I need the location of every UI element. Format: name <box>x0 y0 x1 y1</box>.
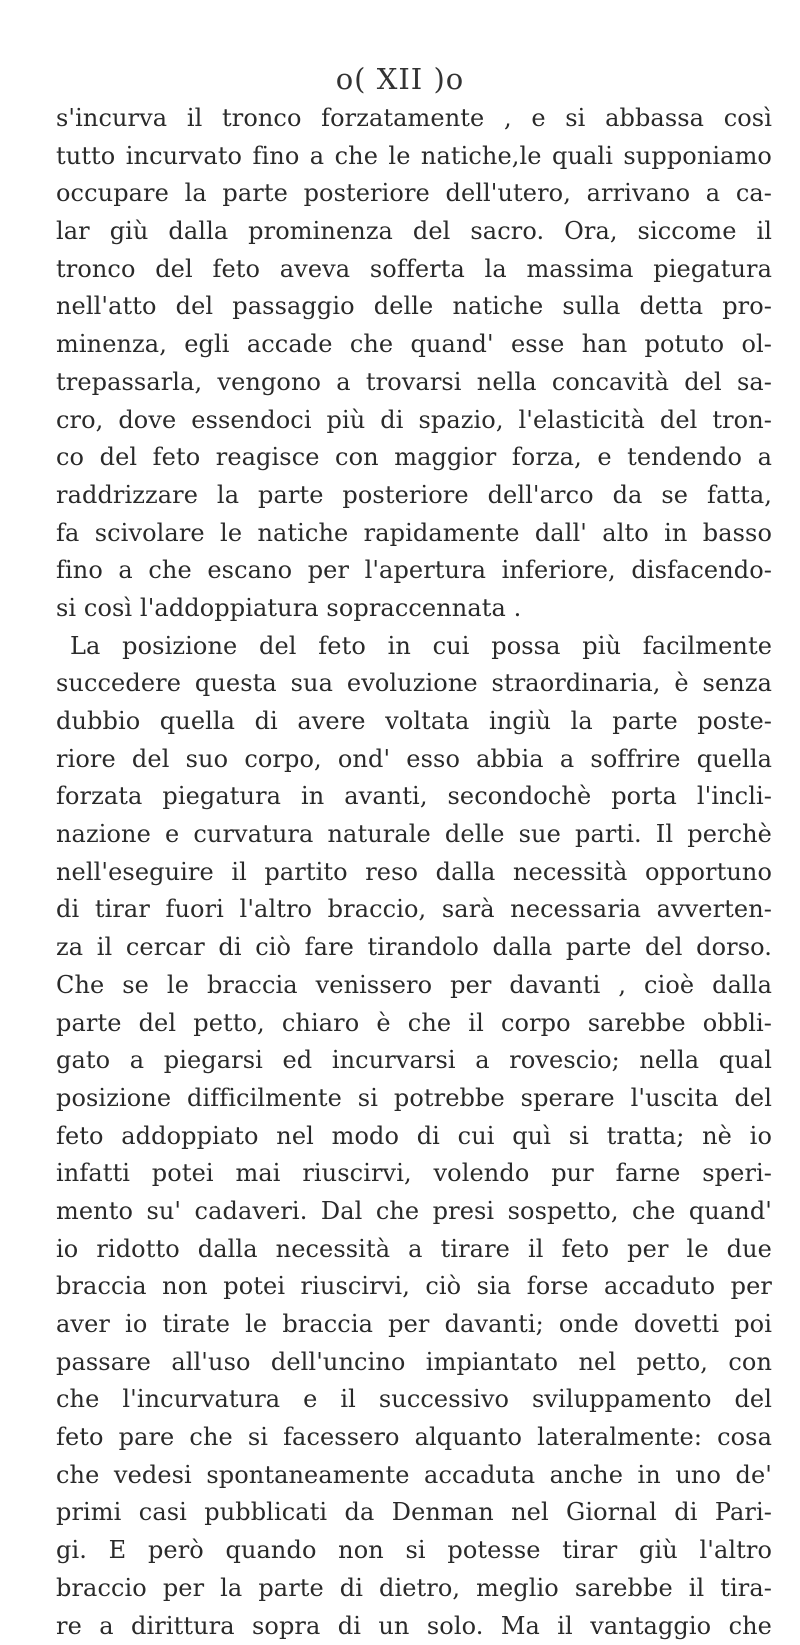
page-header: o( XII )o <box>0 62 800 96</box>
text-line: di tirar fuori l'altro braccio, sarà necessaria avverten- <box>56 891 772 929</box>
text-line: nazione e curvatura naturale delle sue parti. Il perchè <box>56 816 772 854</box>
text-line: occupare la parte posteriore dell'utero, arrivano a ca- <box>56 175 772 213</box>
text-line: Che se le braccia venissero per davanti , cioè dalla <box>56 967 772 1005</box>
text-line: mento su' cadaveri. Dal che presi sospetto, che quand' <box>56 1193 772 1231</box>
text-line: che l'incurvatura e il successivo sviluppamento del <box>56 1381 772 1419</box>
text-line: posizione difficilmente si potrebbe sperare l'uscita del <box>56 1080 772 1118</box>
text-line: parte del petto, chiaro è che il corpo sarebbe obbli- <box>56 1005 772 1043</box>
text-line: re a dirittura sopra di un solo. Ma il vantaggio che <box>56 1608 772 1645</box>
text-line: aver io tirate le braccia per davanti; onde dovetti poi <box>56 1306 772 1344</box>
text-line: succedere questa sua evoluzione straordinaria, è senza <box>56 665 772 703</box>
text-line: forzata piegatura in avanti, secondochè porta l'incli- <box>56 778 772 816</box>
text-line: raddrizzare la parte posteriore dell'arco da se fatta, <box>56 477 772 515</box>
text-line: lar giù dalla prominenza del sacro. Ora, siccome il <box>56 213 772 251</box>
text-line: La posizione del feto in cui possa più facilmente <box>56 628 772 666</box>
text-line: za il cercar di ciò fare tirandolo dalla parte del dorso. <box>56 929 772 967</box>
text-line: riore del suo corpo, ond' esso abbia a soffrire quella <box>56 741 772 779</box>
body-text <box>56 100 772 1645</box>
text-line: feto addoppiato nel modo di cui quì si tratta; nè io <box>56 1118 772 1156</box>
text-line: si così l'addoppiatura sopraccennata . <box>56 590 772 628</box>
text-line: tutto incurvato fino a che le natiche,le quali supponiamo <box>56 138 772 176</box>
text-line: dubbio quella di avere voltata ingiù la parte poste- <box>56 703 772 741</box>
text-line: gato a piegarsi ed incurvarsi a rovescio; nella qual <box>56 1042 772 1080</box>
text-line: passare all'uso dell'uncino impiantato nel petto, con <box>56 1344 772 1382</box>
text-line: cro, dove essendoci più di spazio, l'elasticità del tron- <box>56 402 772 440</box>
text-line: minenza, egli accade che quand' esse han potuto ol- <box>56 326 772 364</box>
text-line: io ridotto dalla necessità a tirare il feto per le due <box>56 1231 772 1269</box>
text-line: fino a che escano per l'apertura inferiore, disfacendo- <box>56 552 772 590</box>
text-line: tronco del feto aveva sofferta la massima piegatura <box>56 251 772 289</box>
text-line: braccia non potei riuscirvi, ciò sia forse accaduto per <box>56 1268 772 1306</box>
text-line: braccio per la parte di dietro, meglio sarebbe il tira- <box>56 1570 772 1608</box>
text-line: che vedesi spontaneamente accaduta anche in uno de' <box>56 1457 772 1495</box>
text-line: nell'eseguire il partito reso dalla necessità opportuno <box>56 854 772 892</box>
text-line: trepassarla, vengono a trovarsi nella concavità del sa- <box>56 364 772 402</box>
text-line: gi. E però quando non si potesse tirar giù l'altro <box>56 1532 772 1570</box>
text-line: nell'atto del passaggio delle natiche sulla detta pro- <box>56 288 772 326</box>
text-line: s'incurva il tronco forzatamente , e si abbassa così <box>56 100 772 138</box>
text-line: co del feto reagisce con maggior forza, e tendendo a <box>56 439 772 477</box>
text-line: primi casi pubblicati da Denman nel Giornal di Pari- <box>56 1494 772 1532</box>
text-line: feto pare che si facessero alquanto lateralmente: cosa <box>56 1419 772 1457</box>
text-line: fa scivolare le natiche rapidamente dall' alto in basso <box>56 515 772 553</box>
text-line: infatti potei mai riuscirvi, volendo pur farne speri- <box>56 1155 772 1193</box>
